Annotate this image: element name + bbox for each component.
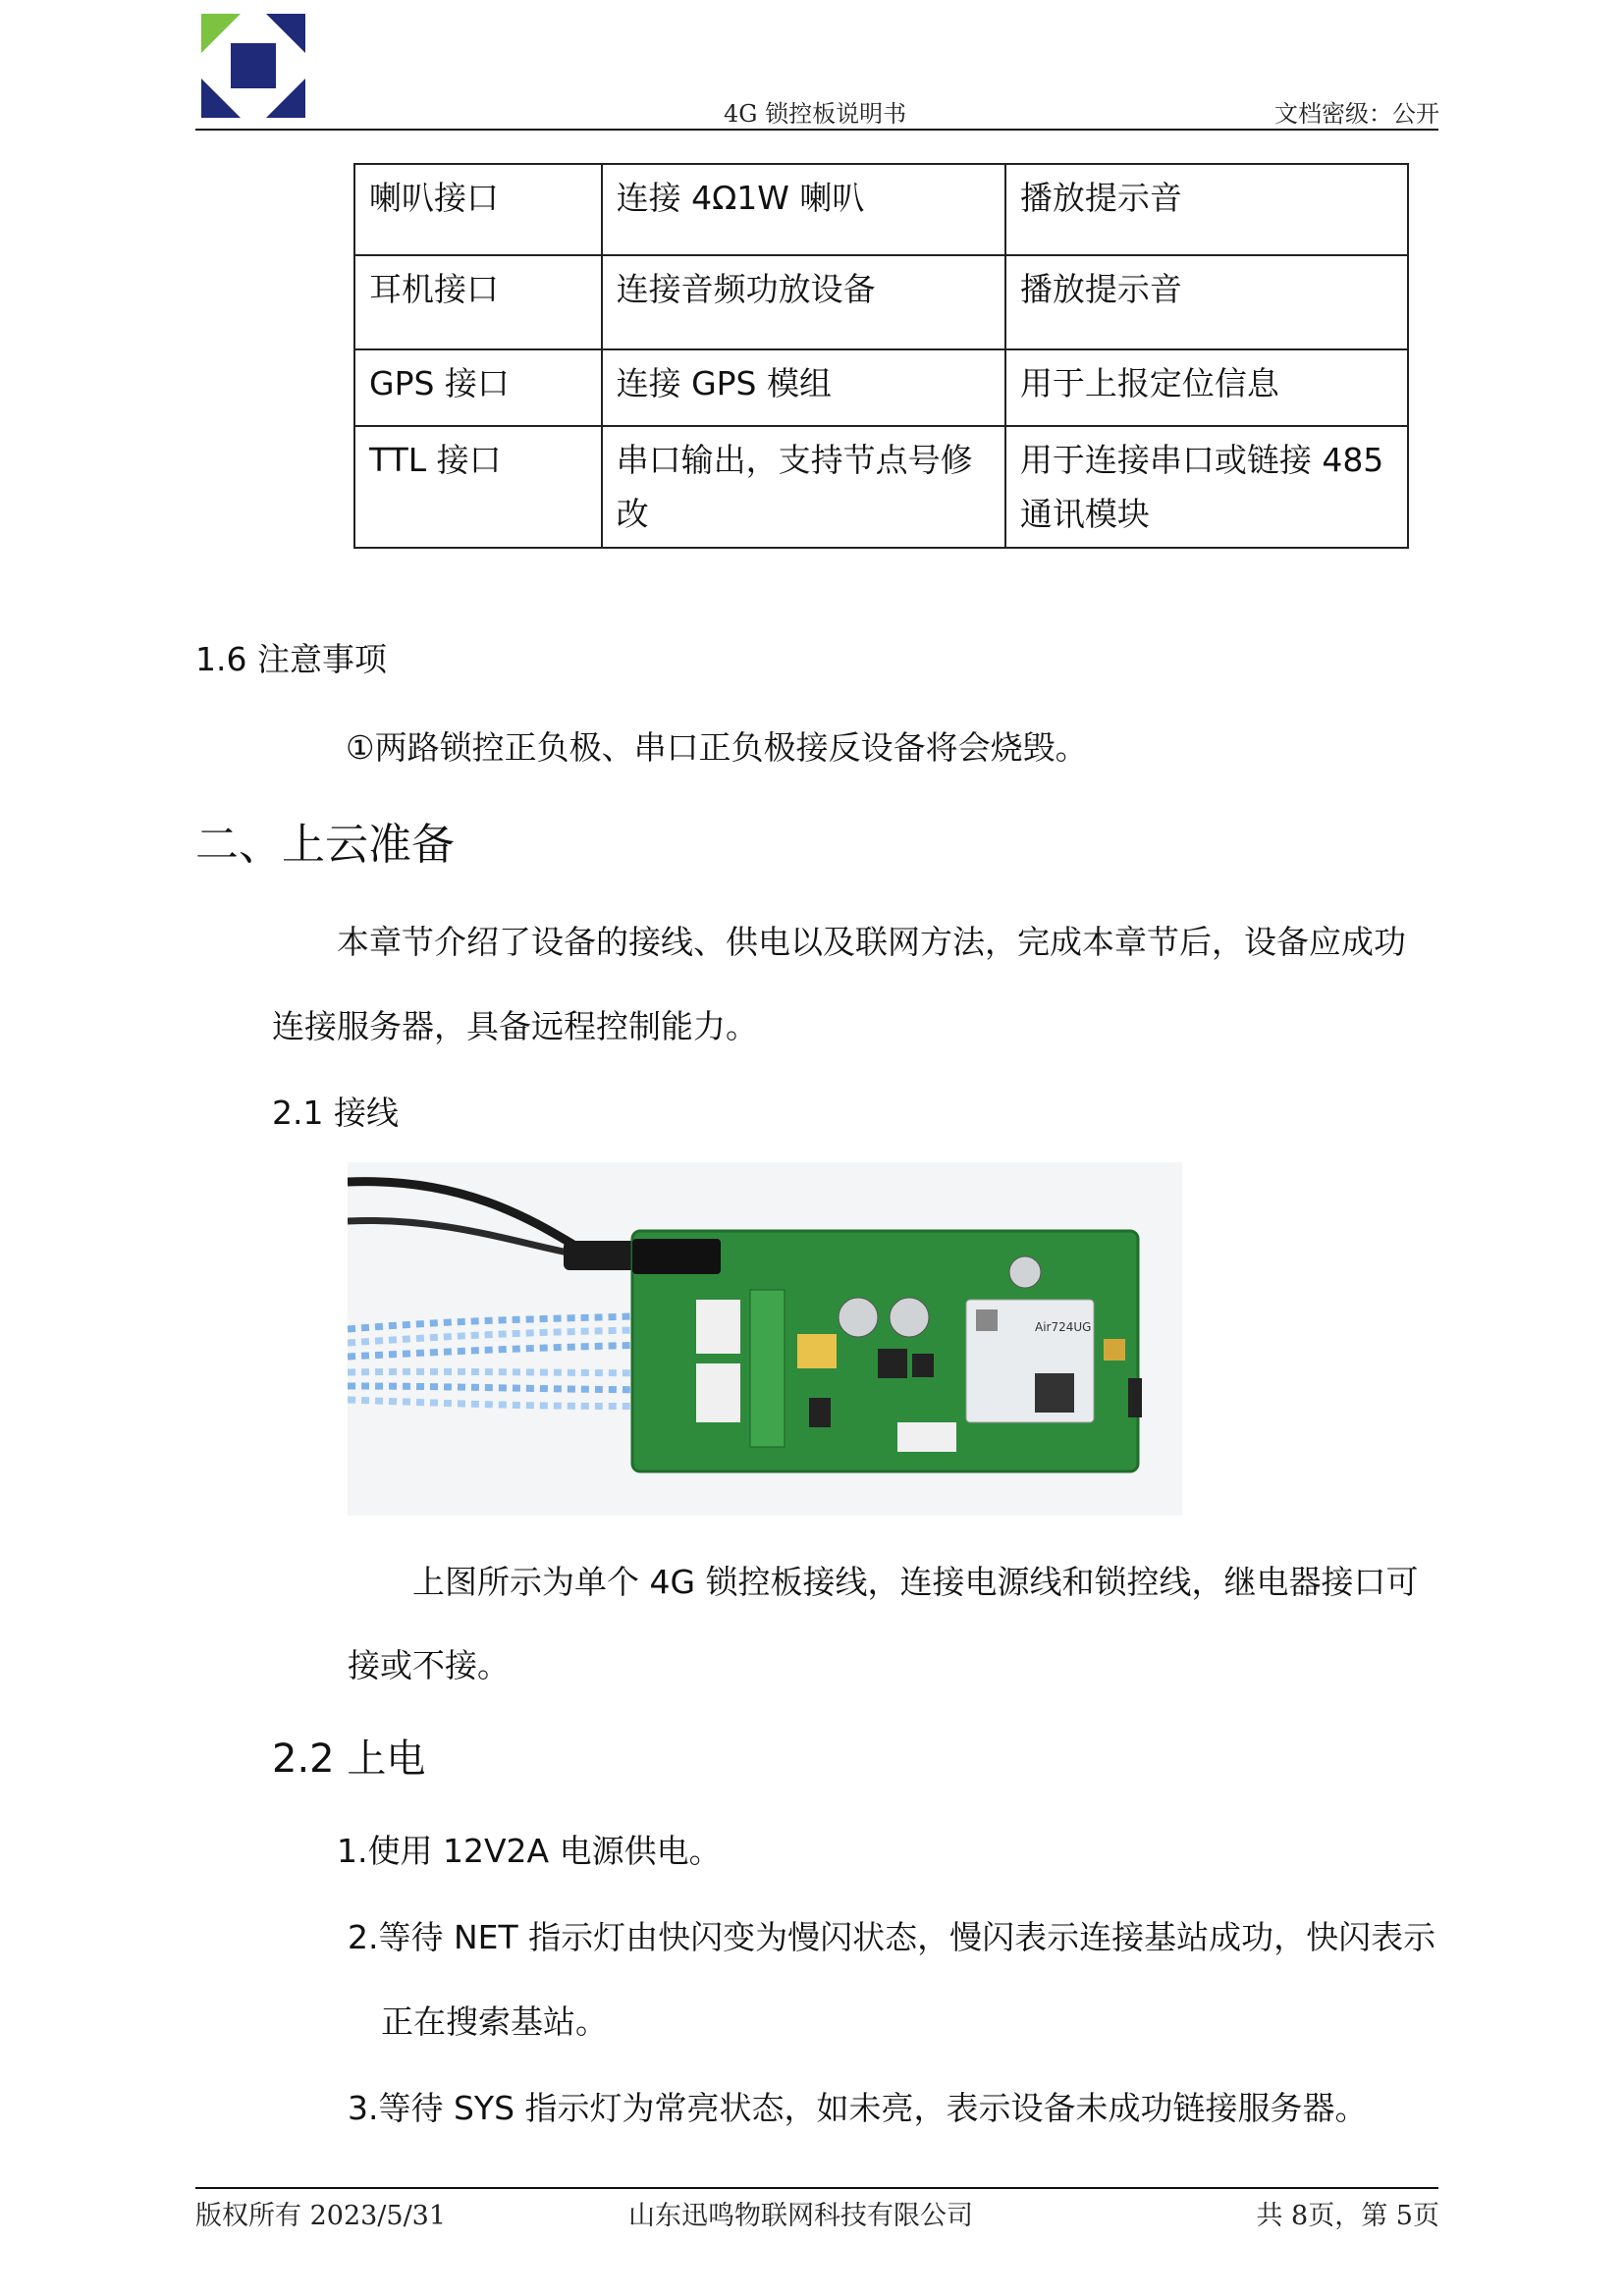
table-cell: 耳机接口	[354, 255, 602, 349]
table-cell: 用于上报定位信息	[1005, 349, 1408, 426]
footer-rule	[195, 2187, 1438, 2189]
pcb-illustration	[348, 1162, 1182, 1516]
table-cell: 播放提示音	[1005, 255, 1408, 349]
power-step-2-line2: 正在搜索基站。	[381, 2002, 608, 2041]
table-cell: GPS 接口	[354, 349, 602, 426]
footer-copyright: 版权所有 2023/5/31	[195, 2201, 447, 2231]
section-heading-2-1: 2.1 接线	[272, 1094, 399, 1132]
chapter-intro-line2: 连接服务器，具备远程控制能力。	[272, 1007, 758, 1045]
photo-caption-line2: 接或不接。	[348, 1646, 510, 1684]
module-label: Air724UG	[1035, 1320, 1092, 1334]
table-cell: 连接音频功放设备	[602, 255, 1005, 349]
table-cell: 喇叭接口	[354, 164, 602, 255]
table-cell: 播放提示音	[1005, 164, 1408, 255]
power-step-2-line1: 2.等待 NET 指示灯由快闪变为慢闪状态，慢闪表示连接基站成功，快闪表示	[348, 1918, 1436, 1956]
section-heading-2-2: 2.2 上电	[272, 1736, 426, 1782]
table-cell: 串口输出，支持节点号修改	[602, 426, 1005, 548]
header-rule	[195, 129, 1438, 131]
table-cell: 连接 4Ω1W 喇叭	[602, 164, 1005, 255]
section-heading-1-6: 1.6 注意事项	[195, 640, 387, 678]
table-cell: TTL 接口	[354, 426, 602, 548]
footer-page-number: 共 8页，第 5页	[1256, 2201, 1439, 2231]
company-logo	[201, 14, 305, 118]
power-step-1: 1.使用 12V2A 电源供电。	[337, 1832, 722, 1870]
doc-title: 4G 锁控板说明书	[724, 100, 907, 128]
warning-note: ①两路锁控正负极、串口正负极接反设备将会烧毁。	[346, 728, 1088, 767]
table-row	[354, 255, 1408, 349]
interface-table	[353, 163, 1409, 549]
table-cell: 用于连接串口或链接 485 通讯模块	[1005, 426, 1408, 548]
photo-caption-line1: 上图所示为单个 4G 锁控板接线，连接电源线和锁控线，继电器接口可	[412, 1563, 1419, 1601]
table-cell: 连接 GPS 模组	[602, 349, 1005, 426]
footer-company: 山东迅鸣物联网科技有限公司	[628, 2201, 973, 2231]
doc-security-level: 文档密级：公开	[1274, 100, 1439, 128]
chapter-intro-line1: 本章节介绍了设备的接线、供电以及联网方法，完成本章节后，设备应成功	[337, 923, 1406, 961]
table-row	[354, 426, 1408, 548]
table-row	[354, 164, 1408, 255]
wiring-photo	[348, 1162, 1182, 1516]
power-step-3: 3.等待 SYS 指示灯为常亮状态，如未亮，表示设备未成功链接服务器。	[348, 2089, 1368, 2127]
table-row	[354, 349, 1408, 426]
chapter-heading: 二、上云准备	[195, 820, 455, 870]
